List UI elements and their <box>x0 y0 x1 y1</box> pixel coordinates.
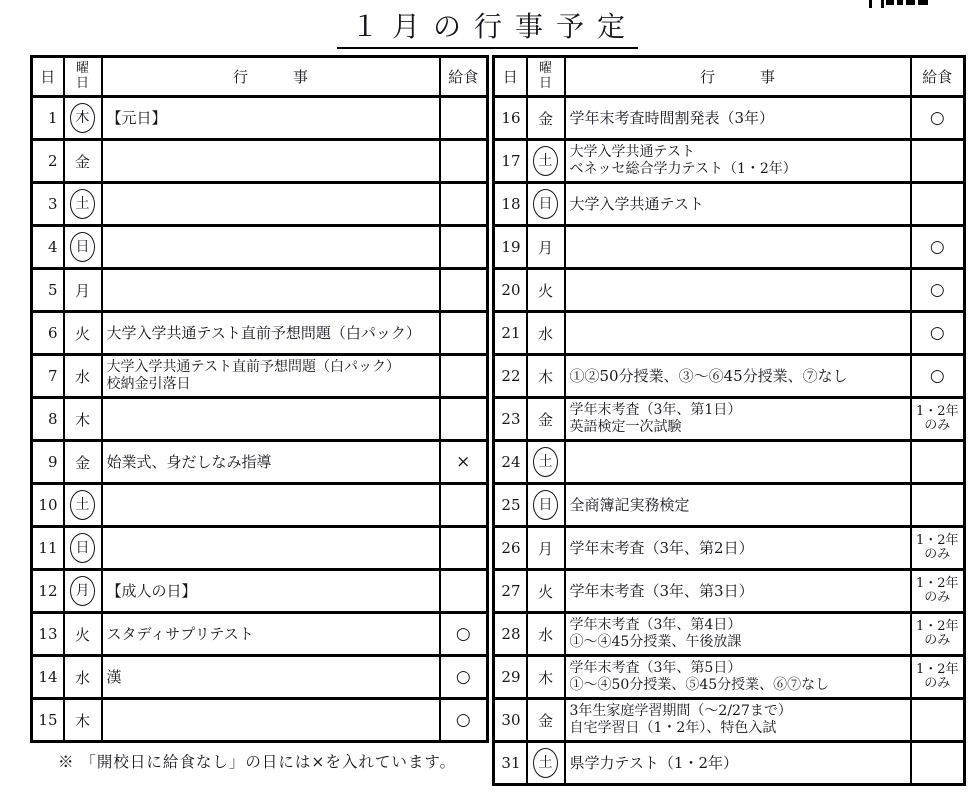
day-number: 22 <box>494 355 527 398</box>
event-cell <box>565 355 911 398</box>
event-cell <box>565 441 911 484</box>
table-row <box>32 226 488 269</box>
col-header-weekday-line1: 曜 <box>75 60 89 76</box>
weekday: 火 <box>74 625 90 644</box>
lunch-cell <box>911 527 965 570</box>
weekday-cell <box>64 656 102 699</box>
lunch-cell <box>911 699 965 742</box>
event-text: 自宅学習日（1・2年）、特色入試 <box>569 720 777 736</box>
day-number: 16 <box>494 97 527 140</box>
day-number: 1 <box>32 97 64 140</box>
lunch-mark: 1・2年 <box>915 618 959 634</box>
weekday-cell <box>527 183 565 226</box>
table-row <box>494 355 965 398</box>
day-number: 29 <box>494 656 527 699</box>
weekday-cell <box>527 441 565 484</box>
table-row <box>32 398 488 441</box>
weekday-cell <box>64 140 102 183</box>
lunch-cell <box>440 269 488 312</box>
weekday-cell <box>64 183 102 226</box>
day-number: 13 <box>32 613 64 656</box>
event-cell <box>102 97 440 140</box>
day-number: 14 <box>32 656 64 699</box>
table-row <box>494 140 965 183</box>
day-number: 10 <box>32 484 64 527</box>
table-row <box>494 312 965 355</box>
weekday-cell <box>527 140 565 183</box>
event-cell <box>565 742 911 785</box>
weekday-cell <box>64 269 102 312</box>
weekday-cell <box>527 355 565 398</box>
weekday-cell <box>64 97 102 140</box>
schedule-table-days-16-31 <box>492 55 966 786</box>
weekday-cell <box>64 312 102 355</box>
col-header-weekday <box>64 57 102 97</box>
event-cell <box>102 226 440 269</box>
weekday: 水 <box>74 668 90 687</box>
lunch-cell <box>440 183 488 226</box>
event-cell <box>102 398 440 441</box>
schedule-table-right <box>492 55 966 786</box>
lunch-cell <box>440 398 488 441</box>
weekday-cell <box>64 441 102 484</box>
circled-weekday: 日 <box>70 232 95 262</box>
lunch-mark: ○ <box>455 709 471 730</box>
lunch-mark: のみ <box>924 418 951 433</box>
weekday-cell <box>527 269 565 312</box>
day-number: 12 <box>32 570 64 613</box>
day-number: 31 <box>494 742 527 785</box>
table-row <box>494 398 965 441</box>
event-text: 県学力テスト（1・2年） <box>569 753 738 772</box>
table-row <box>32 183 488 226</box>
event-text: 校納金引落日 <box>106 376 191 392</box>
event-cell <box>102 527 440 570</box>
day-number: 21 <box>494 312 527 355</box>
weekday-cell <box>64 699 102 742</box>
table-row <box>494 656 965 699</box>
table-row <box>494 742 965 785</box>
event-cell <box>565 570 911 613</box>
weekday: 金 <box>74 453 90 472</box>
event-cell <box>565 484 911 527</box>
lunch-mark: ○ <box>929 365 945 386</box>
col-header-weekday-line1: 曜 <box>538 60 552 76</box>
weekday-cell <box>527 742 565 785</box>
lunch-cell <box>911 570 965 613</box>
page-title-text: １月の行事予定 <box>337 11 638 49</box>
event-text: スタディサプリテスト <box>106 624 254 643</box>
event-text: 全商簿記実務検定 <box>569 495 690 514</box>
lunch-cell <box>911 269 965 312</box>
weekday-cell <box>527 312 565 355</box>
event-text: 学年末考査（3年、第1日） <box>569 401 742 418</box>
table-row <box>494 441 965 484</box>
lunch-cell <box>911 742 965 785</box>
event-text: 学年末考査（3年、第3日） <box>569 581 754 600</box>
event-cell <box>102 441 440 484</box>
table-row <box>32 441 488 484</box>
event-cell <box>565 269 911 312</box>
lunch-cell <box>440 355 488 398</box>
lunch-cell <box>911 656 965 699</box>
table-row <box>32 484 488 527</box>
lunch-cell <box>911 441 965 484</box>
day-number: 17 <box>494 140 527 183</box>
event-text: 学年末考査（3年、第4日） <box>569 616 742 633</box>
col-header-weekday-line2: 日 <box>538 75 552 91</box>
event-text: 学年末考査（3年、第5日） <box>569 659 742 676</box>
lunch-cell <box>911 398 965 441</box>
lunch-mark: ○ <box>929 107 945 128</box>
lunch-cell <box>911 183 965 226</box>
weekday: 月 <box>537 238 553 257</box>
circled-weekday: 日 <box>70 533 95 563</box>
header-row <box>494 57 965 97</box>
event-cell <box>565 656 911 699</box>
lunch-cell <box>440 140 488 183</box>
lunch-cell <box>440 570 488 613</box>
day-number: 26 <box>494 527 527 570</box>
circled-weekday: 土 <box>70 189 95 219</box>
schedule-table-days-1-15 <box>30 55 489 743</box>
day-number: 24 <box>494 441 527 484</box>
lunch-cell <box>440 699 488 742</box>
weekday: 木 <box>74 711 90 730</box>
event-cell <box>102 140 440 183</box>
circled-weekday: 日 <box>533 490 558 520</box>
circled-weekday: 木 <box>70 103 95 133</box>
day-number: 11 <box>32 527 64 570</box>
event-text: 大学入学共通テスト直前予想問題（白パック） <box>106 358 400 375</box>
weekday: 木 <box>74 410 90 429</box>
lunch-cell <box>911 312 965 355</box>
col-header-event: 行 事 <box>565 57 911 97</box>
lunch-mark: ○ <box>929 236 945 257</box>
table-row <box>494 527 965 570</box>
event-cell <box>102 699 440 742</box>
event-text: ベネッセ総合学力テスト（1・2年） <box>569 161 797 177</box>
footnote: ※ 「開校日に給食なし」の日には×を入れています。 <box>58 753 457 771</box>
event-text: 始業式、身だしなみ指導 <box>106 452 272 471</box>
lunch-cell <box>440 97 488 140</box>
table-row <box>494 226 965 269</box>
table-row <box>32 699 488 742</box>
weekday-cell <box>527 398 565 441</box>
circled-weekday: 土 <box>533 748 558 778</box>
weekday: 火 <box>74 324 90 343</box>
lunch-cell <box>911 226 965 269</box>
table-row <box>494 269 965 312</box>
lunch-cell <box>911 97 965 140</box>
event-text: 大学入学共通テスト直前予想問題（白パック） <box>106 323 421 342</box>
col-header-lunch: 給食 <box>440 57 488 97</box>
day-number: 25 <box>494 484 527 527</box>
lunch-mark: ○ <box>929 279 945 300</box>
day-number: 4 <box>32 226 64 269</box>
lunch-mark: 1・2年 <box>915 403 959 419</box>
lunch-mark: × <box>456 451 471 472</box>
lunch-mark: 1・2年 <box>915 532 959 548</box>
event-cell <box>102 355 440 398</box>
event-text: 【成人の日】 <box>106 581 197 600</box>
weekday-cell <box>64 613 102 656</box>
table-row <box>32 269 488 312</box>
weekday: 水 <box>537 625 553 644</box>
weekday: 月 <box>537 539 553 558</box>
weekday-cell <box>64 398 102 441</box>
circled-weekday: 土 <box>70 490 95 520</box>
col-header-event: 行 事 <box>102 57 440 97</box>
event-text: 学年末考査時間割発表（3年） <box>569 108 775 127</box>
day-number: 18 <box>494 183 527 226</box>
event-cell <box>565 226 911 269</box>
weekday-cell <box>527 97 565 140</box>
day-number: 19 <box>494 226 527 269</box>
weekday: 金 <box>537 410 553 429</box>
weekday-cell <box>527 570 565 613</box>
event-cell <box>565 699 911 742</box>
lunch-cell <box>911 355 965 398</box>
weekday-cell <box>64 570 102 613</box>
weekday: 金 <box>537 109 553 128</box>
event-cell <box>565 140 911 183</box>
event-cell <box>565 312 911 355</box>
header-row <box>32 57 488 97</box>
weekday: 金 <box>74 152 90 171</box>
event-text: 漢 <box>106 667 122 686</box>
event-cell <box>102 570 440 613</box>
weekday-cell <box>527 699 565 742</box>
table-row <box>32 613 488 656</box>
lunch-cell <box>440 656 488 699</box>
weekday-cell <box>64 226 102 269</box>
event-cell <box>102 656 440 699</box>
day-number: 15 <box>32 699 64 742</box>
circled-weekday: 月 <box>70 576 95 606</box>
table-row <box>494 97 965 140</box>
day-number: 8 <box>32 398 64 441</box>
event-text: ①～④45分授業、午後放課 <box>569 634 742 650</box>
lunch-cell <box>440 613 488 656</box>
weekday-cell <box>527 613 565 656</box>
day-number: 28 <box>494 613 527 656</box>
event-cell <box>102 312 440 355</box>
table-row <box>494 484 965 527</box>
table-row <box>494 699 965 742</box>
event-text: 英語検定一次試験 <box>569 419 682 435</box>
lunch-mark: ○ <box>455 623 471 644</box>
table-row <box>32 355 488 398</box>
circled-weekday: 日 <box>533 189 558 219</box>
day-number: 23 <box>494 398 527 441</box>
lunch-cell <box>440 312 488 355</box>
col-header-weekday <box>527 57 565 97</box>
day-number: 27 <box>494 570 527 613</box>
table-row <box>32 312 488 355</box>
day-number: 7 <box>32 355 64 398</box>
day-number: 6 <box>32 312 64 355</box>
event-text: ①②50分授業、③～⑥45分授業、⑦なし <box>569 366 848 385</box>
day-number: 9 <box>32 441 64 484</box>
schedule-table-left <box>30 55 489 743</box>
event-text: 大学入学共通テスト <box>569 143 695 160</box>
weekday: 水 <box>537 324 553 343</box>
weekday-cell <box>64 484 102 527</box>
day-number: 30 <box>494 699 527 742</box>
event-cell <box>565 398 911 441</box>
lunch-mark: 1・2年 <box>915 575 959 591</box>
lunch-mark: ○ <box>455 666 471 687</box>
lunch-cell <box>440 226 488 269</box>
lunch-cell <box>440 441 488 484</box>
weekday-cell <box>64 527 102 570</box>
lunch-cell <box>440 527 488 570</box>
event-cell <box>565 97 911 140</box>
lunch-mark: 1・2年 <box>915 661 959 677</box>
weekday: 木 <box>537 367 553 386</box>
lunch-cell <box>911 613 965 656</box>
event-text: 学年末考査（3年、第2日） <box>569 538 754 557</box>
event-text: 大学入学共通テスト <box>569 194 704 213</box>
col-header-weekday-line2: 日 <box>75 75 89 91</box>
weekday-cell <box>527 226 565 269</box>
lunch-mark: のみ <box>924 633 951 648</box>
event-cell <box>102 484 440 527</box>
lunch-mark: のみ <box>924 590 951 605</box>
day-number: 3 <box>32 183 64 226</box>
day-number: 5 <box>32 269 64 312</box>
weekday: 木 <box>537 668 553 687</box>
lunch-cell <box>911 140 965 183</box>
weekday: 金 <box>537 711 553 730</box>
day-number: 2 <box>32 140 64 183</box>
weekday: 火 <box>537 281 553 300</box>
table-row <box>32 570 488 613</box>
event-cell <box>102 269 440 312</box>
table-row <box>32 140 488 183</box>
event-cell <box>565 613 911 656</box>
table-row <box>32 656 488 699</box>
event-cell <box>102 613 440 656</box>
weekday: 火 <box>537 582 553 601</box>
event-cell <box>565 183 911 226</box>
lunch-mark: のみ <box>924 676 951 691</box>
event-text: ①～④50分授業、⑤45分授業、⑥⑦なし <box>569 677 830 693</box>
event-text: 3年生家庭学習期間（～2/27まで） <box>569 702 792 719</box>
col-header-day: 日 <box>494 57 527 97</box>
circled-weekday: 土 <box>533 447 558 477</box>
circled-weekday: 土 <box>533 146 558 176</box>
col-header-lunch: 給食 <box>911 57 965 97</box>
table-row <box>494 570 965 613</box>
lunch-cell <box>440 484 488 527</box>
weekday-cell <box>527 656 565 699</box>
weekday: 月 <box>74 281 90 300</box>
page-title <box>0 6 975 49</box>
lunch-mark: ○ <box>929 322 945 343</box>
weekday-cell <box>527 527 565 570</box>
table-row <box>494 613 965 656</box>
col-header-day: 日 <box>32 57 64 97</box>
lunch-cell <box>911 484 965 527</box>
day-number: 20 <box>494 269 527 312</box>
event-text: 【元日】 <box>106 108 167 127</box>
table-row <box>32 527 488 570</box>
weekday-cell <box>527 484 565 527</box>
event-cell <box>102 183 440 226</box>
lunch-mark: のみ <box>924 547 951 562</box>
table-row <box>494 183 965 226</box>
event-cell <box>565 527 911 570</box>
weekday-cell <box>64 355 102 398</box>
table-row <box>32 97 488 140</box>
weekday: 水 <box>74 367 90 386</box>
